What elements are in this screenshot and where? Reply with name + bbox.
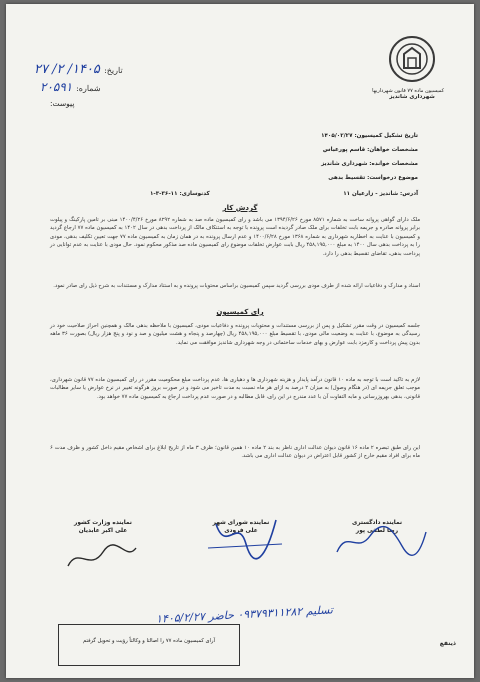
proceedings-paragraph-1: ملک دارای گواهی پروانه ساخت به شماره ۸۵۷۱ مورخ ۱۳۹۴/۶/۲۶ می باشد و رای کمیسیون ماده صد به شماره ۸۲۹۲ مورخ ۱۴۰۰/۴/۲۶ مبنی بر تامین پارکینگ و پیلوت برابر پروانه صادره و جریمه بابت تخلفات برای ملک صادر گردیده است پرونده با توجه به استنکاف مالک از پرداخت بدهی در سال ۱۴۰۲ به کمیسیون ماده ۷۷ ارجاع گردید و کمیسیون با عنایت به اخطاریه شهرداری به شماره ۱۳۶۸ مورخ ۱۴۰۰/۶/۲۸ و عدم ارسال پرونده به در همان زمان به کمیسیون ماده ۷۷ جهت تعیین تکلیف بدهی، مودی را به پرداخت بدهی سال ۱۴۰۰ به مبلغ ۴۵۸,۱۹۵,۰۰۰ ریال بابت عوارض تخلفات موضوع رای کمیسیون ماده صد مذکور محکوم نمود. حال مودی با عنایت به عدم توانایی در پرداخت بدهی، تقاضای تقسیط بدهی را دارد.	[50, 217, 421, 257]
signature-scribble-icon	[48, 536, 158, 576]
signature-title: نماینده وزارت کشور	[74, 520, 132, 526]
receipt-box-text: آرای کمیسیون ماده ۷۷ را اصالتا و وکالتاً رؤیت و تحویل گرفتم	[83, 638, 215, 644]
header-number	[40, 80, 101, 94]
proceedings-paragraph-2: اسناد و مدارک و دفاعیات ارائه شده از طرف مودی بررسی گردید سپس کمیسیون براساس محتویات پرونده و به استناد مدارک و مستندات به شرح ذیل رای صادر نمود.	[53, 283, 420, 289]
address: آدرس: شاندیز - زارعیان ۱۱	[343, 191, 418, 197]
attachment-label: پیوست:	[50, 99, 75, 108]
signature-title: نماینده شورای شهر	[212, 520, 270, 526]
number-value: ۲۰۵۹۱	[40, 80, 73, 94]
logo-emblem-icon	[380, 34, 444, 84]
subject: موضوع درخواست: تقسیط بدهی	[328, 175, 418, 181]
handwritten-delivery-note: تسلیم ۰۹۳۷۹۳۱۱۲۸۲ حاضر ۱۴۰۵/۲/۲۷	[155, 603, 334, 626]
municipality-logo	[372, 34, 444, 108]
org-line1: کمیسیون ماده ۷۷ قانون شهرداریها	[372, 88, 444, 94]
document-page	[6, 4, 474, 678]
org-line2: شهرداری شاندیز	[389, 94, 435, 100]
verdict-paragraph-2: لازم به تاکید است با توجه به ماده ۱۰ قانون درآمد پایدار و هزینه شهرداری ها و دهیاری ها، عدم پرداخت مبلغ محکومیت مقرر در رای کمیسیون ماده ۷۷ قانون شهرداری، موجب تعلق جریمه ای (در هنگام وصول) به میزان ۲ درصد به ازای هر ماه نسبت به مدت تاخیر می شود و در صورت بروز هرگونه تغییر در نرخ عوارض یا سایر مطالبات قانونی، بدهی بهروزرسانی و مابه التفاوت آن با عدد مندرج در این رای، قابل مطالبه و در صورت عدم پرداخت ارجاع به کمیسیون ماده ۷۷ خواهد بود.	[50, 377, 420, 400]
date-label: تاریخ:	[104, 66, 123, 75]
signature-scribble-icon	[186, 514, 296, 562]
signature-judiciary	[322, 520, 432, 580]
signature-name: علی اکبر عابدیان	[78, 528, 128, 534]
meeting-date: تاریخ تشکیل کمیسیون: ۱۴۰۵/۰۲/۲۷	[321, 133, 418, 139]
signature-name: رضا لطفی پور	[355, 528, 399, 534]
applicant: مشخصات خواهان: قاسم پورعباس	[322, 147, 418, 153]
respondent: مشخصات خوانده: شهرداری شاندیز	[321, 161, 418, 167]
signature-name: علی فرودی	[224, 528, 258, 534]
signature-interior-ministry	[48, 520, 158, 580]
verdict-paragraph-3: این رای طبق تبصره ۲ ماده ۱۶ قانون دیوان عدالت اداری ناظر به بند ۲ ماده ۱۰ همین قانون؛ ظرف ۳ ماه از تاریخ ابلاغ برای اشخاص مقیم داخل کشور و ظرف مدت ۶ ماه برای افراد مقیم خارج از کشور قابل اعتراض در دیوان عدالت اداری می باشد.	[50, 445, 421, 460]
signature-city-council	[186, 520, 296, 580]
signature-title: نماینده دادگستری	[351, 520, 403, 526]
proceedings-title: گردش کار	[222, 204, 258, 212]
date-value: ۱۴۰۵/ ۲/ ۲۷	[34, 62, 100, 77]
receipt-box	[58, 624, 240, 666]
postal-code: کدنوسازی: ۱۱-۳۶-۳-۱	[150, 191, 210, 197]
verdict-title: رای کمیسیون	[216, 308, 264, 316]
verdict-paragraph-1: جلسه کمیسیون در وقت مقرر تشکیل و پس از بررسی مستندات و محتویات پرونده و دفاعیات مودی، کمیسیون با ملاحظه بدهی مالک و همچنین احراز صلاحیت خود در رسیدگی به موضوع، با عنایت به وضعیت مالی مودی، با تقسیط مبلغ ۴۵۸,۱۹۵,۰۰۰ ریال (چهارصد و پنجاه و هشت میلیون و صد و نود و پنج هزار ریال) بصورت ۳۶ ماهه بدون پیش پرداخت و کارمزد بابت عوارض و بهای خدمات ساختمانی در وجه شهرداری شاندیز موافقت می نماید.	[50, 323, 420, 346]
signature-scribble-icon	[322, 524, 432, 560]
header-date	[34, 62, 123, 77]
beneficiary-label: ذینفع	[439, 640, 456, 647]
number-label: شماره:	[76, 84, 101, 93]
